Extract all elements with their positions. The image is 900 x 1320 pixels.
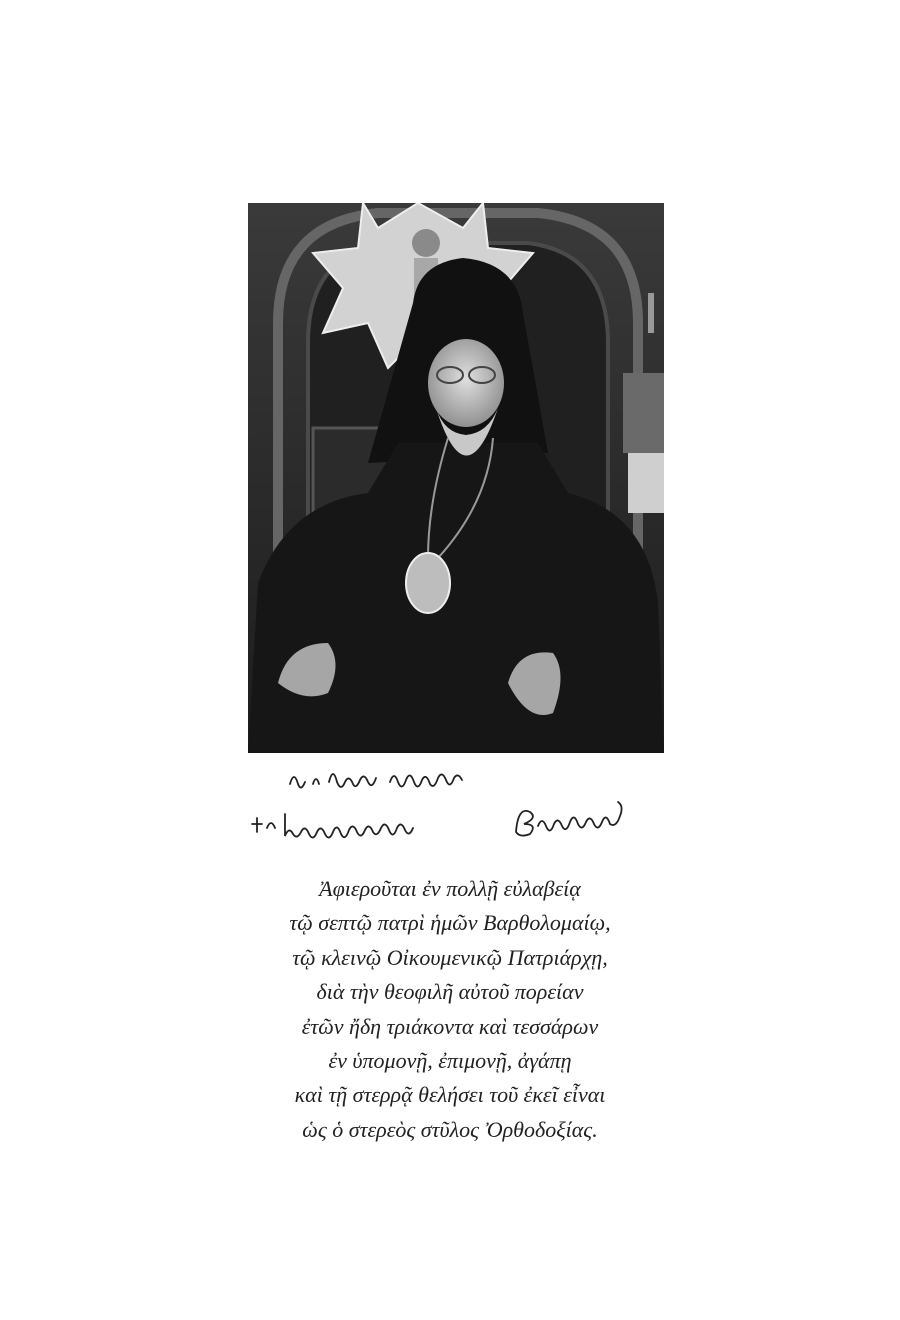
dedication-line-3: τῷ κλεινῷ Οἰκουμενικῷ Πατριάρχῃ, (292, 944, 608, 970)
dedication-line-6: ἐν ὑπομονῇ, ἐπιμονῇ, ἀγάπῃ (328, 1048, 572, 1074)
portrait-photo-icon (248, 203, 664, 753)
dedication-line-1: Ἀφιεροῦται ἐν πολλῇ εὐλαβείᾳ (319, 876, 581, 901)
signature-icon (248, 762, 678, 842)
dedication-line-5: ἐτῶν ἤδη τριάκοντα καὶ τεσσάρων (301, 1013, 599, 1039)
dedication-line-4: διὰ τὴν θεοφιλῆ αὐτοῦ πορείαν (316, 979, 584, 1005)
dedication-line-2: τῷ σεπτῷ πατρὶ ἡμῶν Βαρθολομαίῳ, (289, 910, 611, 936)
portrait-photo (248, 203, 664, 753)
dedication-line-7: καὶ τῇ στερρᾷ θελήσει τοῦ ἐκεῖ εἶναι (294, 1082, 606, 1108)
handwritten-signature (248, 762, 678, 842)
dedication-text (150, 872, 750, 1147)
dedication-line-8: ὡς ὁ στερεὸς στῦλος Ὀρθοδοξίας. (302, 1116, 598, 1142)
